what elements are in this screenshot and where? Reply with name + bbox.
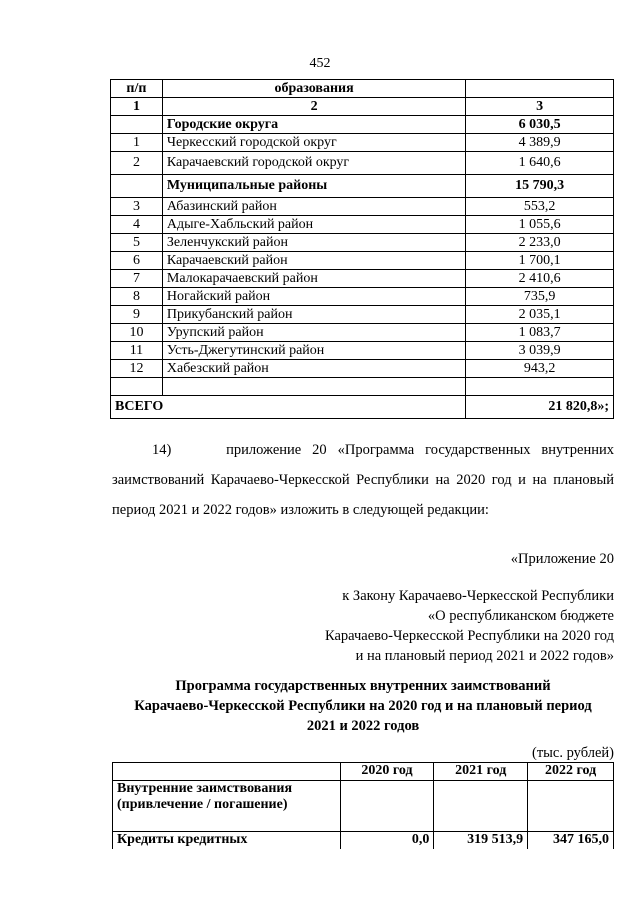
table-column-numbers-row: [111, 98, 614, 116]
header-num: п/п: [111, 80, 163, 98]
table-header-row: [113, 763, 614, 781]
row-label-line: (привлечение / погашение): [117, 797, 288, 812]
annex-line: Карачаево-Черкесской Республики на 2020 год: [324, 628, 614, 644]
empty-cell: [466, 378, 614, 396]
row-label-line: Внутренние заимствования: [117, 781, 293, 796]
amendment-paragraph: [112, 435, 614, 525]
row-number: 1: [111, 134, 163, 152]
row-label: [113, 781, 341, 832]
page-number: 452: [309, 56, 331, 71]
row-value: 1 083,7: [466, 324, 614, 342]
header-name: образования: [162, 80, 465, 98]
cell-2022: [528, 781, 614, 832]
row-value: 2 233,0: [466, 234, 614, 252]
row-number: 4: [111, 216, 163, 234]
row-number: [111, 175, 163, 198]
empty-cell: [162, 378, 465, 396]
row-value: 553,2: [466, 198, 614, 216]
row-value: 15 790,3: [466, 175, 614, 198]
row-label: Кредиты кредитных: [113, 832, 341, 850]
borrowings-table: [112, 762, 614, 849]
row-number: 10: [111, 324, 163, 342]
col-number-3: 3: [466, 98, 614, 116]
annex-line: «О республиканском бюджете: [427, 608, 614, 624]
paragraph-text: приложение 20 «Программа государственных внутренних заимствований Карачаево-Черкесской Республики на 2020 год и на плановый период 2021 и 2022 годов» изложить в следующей редакции:: [112, 442, 614, 518]
row-name: Урупский район: [162, 324, 465, 342]
table-row: [111, 252, 614, 270]
row-value: 1 640,6: [466, 152, 614, 175]
cell-2021: [434, 781, 528, 832]
empty-cell: [111, 378, 163, 396]
row-number: 6: [111, 252, 163, 270]
header-2022: 2022 год: [528, 763, 614, 781]
row-number: 3: [111, 198, 163, 216]
row-value: 1 700,1: [466, 252, 614, 270]
table-total-row: [111, 396, 614, 419]
table-spacer-row: [111, 378, 614, 396]
row-name: Прикубанский район: [162, 306, 465, 324]
table-row: [111, 288, 614, 306]
cell-2020: 0,0: [340, 832, 434, 850]
row-name: Черкесский городской округ: [162, 134, 465, 152]
total-label: ВСЕГО: [111, 396, 466, 419]
row-value: 6 030,5: [466, 116, 614, 134]
table-header-row: [111, 80, 614, 98]
cell-2021: 319 513,9: [434, 832, 528, 850]
table-row: [111, 270, 614, 288]
header-2020: 2020 год: [340, 763, 434, 781]
table-row: [111, 116, 614, 134]
heading-line: 2021 и 2022 годов: [306, 718, 420, 734]
row-value: 2 035,1: [466, 306, 614, 324]
cell-2022: 347 165,0: [528, 832, 614, 850]
table-row: [113, 832, 614, 850]
row-name: Ногайский район: [162, 288, 465, 306]
heading-line: Карачаево-Черкесской Республики на 2020 год и на плановый период: [134, 698, 592, 714]
table-row: [111, 360, 614, 378]
row-name: Усть-Джегутинский район: [162, 342, 465, 360]
row-number: [111, 116, 163, 134]
table-row: [113, 781, 614, 832]
table-row: [111, 324, 614, 342]
row-name: Хабезский район: [162, 360, 465, 378]
units-label: (тыс. рублей): [532, 745, 614, 761]
row-value: 943,2: [466, 360, 614, 378]
row-name: Зеленчукский район: [162, 234, 465, 252]
table-row: [111, 234, 614, 252]
table-row: [111, 342, 614, 360]
row-value: 1 055,6: [466, 216, 614, 234]
header-value: [466, 80, 614, 98]
table-row: [111, 306, 614, 324]
row-name: Адыге-Хабльский район: [162, 216, 465, 234]
annex-reference: [325, 586, 614, 666]
table-row: [111, 198, 614, 216]
annex-line: и на плановый период 2021 и 2022 годов»: [355, 648, 614, 664]
row-number: 5: [111, 234, 163, 252]
header-empty: [113, 763, 341, 781]
row-name: Муниципальные районы: [162, 175, 465, 198]
row-name: Городские округа: [162, 116, 465, 134]
table-row: [111, 134, 614, 152]
row-number: 9: [111, 306, 163, 324]
table-row: [111, 175, 614, 198]
cell-2020: [340, 781, 434, 832]
col-number-1: 1: [111, 98, 163, 116]
row-number: 7: [111, 270, 163, 288]
row-name: Абазинский район: [162, 198, 465, 216]
annex-title: «Приложение 20: [510, 551, 614, 567]
row-value: 2 410,6: [466, 270, 614, 288]
table-row: [111, 152, 614, 175]
row-number: 8: [111, 288, 163, 306]
row-value: 3 039,9: [466, 342, 614, 360]
col-number-2: 2: [162, 98, 465, 116]
row-value: 735,9: [466, 288, 614, 306]
row-name: Малокарачаевский район: [162, 270, 465, 288]
heading-line: Программа государственных внутренних заимствований: [175, 678, 551, 694]
row-number: 11: [111, 342, 163, 360]
row-number: 2: [111, 152, 163, 175]
paragraph-lead: 14): [152, 442, 172, 458]
transfers-table: [110, 79, 614, 419]
table-row: [111, 216, 614, 234]
row-name: Карачаевский городской округ: [162, 152, 465, 175]
total-value: 21 820,8»;: [466, 396, 614, 419]
row-value: 4 389,9: [466, 134, 614, 152]
program-heading: [112, 676, 614, 736]
row-number: 12: [111, 360, 163, 378]
header-2021: 2021 год: [434, 763, 528, 781]
annex-line: к Закону Карачаево-Черкесской Республики: [342, 588, 614, 604]
row-name: Карачаевский район: [162, 252, 465, 270]
